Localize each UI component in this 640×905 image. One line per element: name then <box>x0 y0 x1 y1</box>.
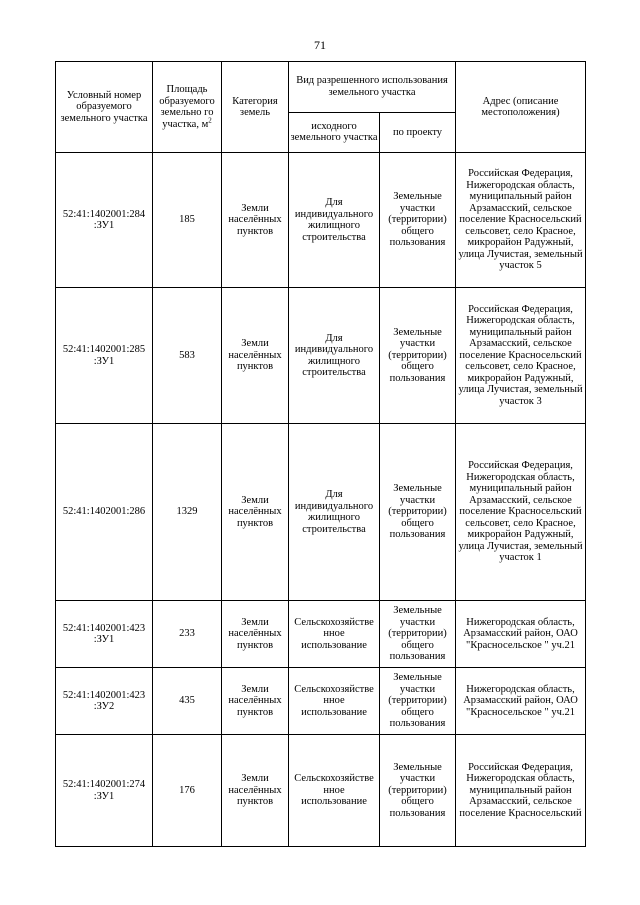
cell-use-project: Земельные участки (территории) общего пользования <box>380 601 456 668</box>
cell-address: Российская Федерация, Нижегородская область, муниципальный район Арзамасский, сельское поселение Красносельский сельсовет, село Красное, микрорайон Радужный, улица Лучистая, земельный участок 1 <box>456 424 586 601</box>
table-row <box>56 601 586 668</box>
table-row <box>56 668 586 735</box>
cell-parcel: 52:41:1402001:285 :ЗУ1 <box>56 288 153 424</box>
cell-category: Земли населённых пунктов <box>222 601 289 668</box>
table-row <box>56 735 586 847</box>
cell-parcel: 52:41:1402001:423 :ЗУ1 <box>56 601 153 668</box>
cell-use-project: Земельные участки (территории) общего пользования <box>380 153 456 288</box>
header-row-top <box>56 62 586 113</box>
cell-category: Земли населённых пунктов <box>222 668 289 735</box>
header-address: Адрес (описание местоположения) <box>456 62 586 153</box>
cell-use-project: Земельные участки (территории) общего пользования <box>380 735 456 847</box>
cell-category: Земли населённых пунктов <box>222 735 289 847</box>
cell-area: 583 <box>153 288 222 424</box>
cell-address: Российская Федерация, Нижегородская область, муниципальный район Арзамасский, сельское поселение Красносельский <box>456 735 586 847</box>
cell-parcel: 52:41:1402001:286 <box>56 424 153 601</box>
header-parcel-number: Условный номер образуемого земельного участка <box>56 62 153 153</box>
header-area <box>153 62 222 153</box>
cell-address: Нижегородская область, Арзамасский район, ОАО "Красносельское " уч.21 <box>456 668 586 735</box>
cell-use-project: Земельные участки (территории) общего пользования <box>380 288 456 424</box>
header-use-project: по проекту <box>380 112 456 152</box>
cell-parcel: 52:41:1402001:284 :ЗУ1 <box>56 153 153 288</box>
cell-area: 185 <box>153 153 222 288</box>
cell-address: Российская Федерация, Нижегородская область, муниципальный район Арзамасский, сельское поселение Красносельский сельсовет, село Красное, микрорайон Радужный, улица Лучистая, земельный участок 3 <box>456 288 586 424</box>
cell-use-project: Земельные участки (территории) общего пользования <box>380 668 456 735</box>
cell-area: 233 <box>153 601 222 668</box>
cell-category: Земли населённых пунктов <box>222 424 289 601</box>
cell-address: Российская Федерация, Нижегородская область, муниципальный район Арзамасский, сельское поселение Красносельский сельсовет, село Красное, микрорайон Радужный, улица Лучистая, земельный участок 5 <box>456 153 586 288</box>
table-row <box>56 424 586 601</box>
header-area-text: Площадь образуемого земельно го участка, м <box>159 84 215 130</box>
header-area-unit: 2 <box>208 116 212 124</box>
table-row <box>56 153 586 288</box>
cell-category: Земли населённых пунктов <box>222 288 289 424</box>
land-parcel-table <box>55 61 586 847</box>
cell-parcel: 52:41:1402001:274 :ЗУ1 <box>56 735 153 847</box>
cell-parcel: 52:41:1402001:423 :ЗУ2 <box>56 668 153 735</box>
header-category: Категория земель <box>222 62 289 153</box>
cell-area: 435 <box>153 668 222 735</box>
header-permitted-use: Вид разрешенного использования земельного участка <box>289 62 456 113</box>
cell-use-original: Для индивидуального жилищного строительства <box>289 288 380 424</box>
header-use-original: исходного земельного участка <box>289 112 380 152</box>
cell-area: 1329 <box>153 424 222 601</box>
page-number: 71 <box>314 38 326 52</box>
table-row <box>56 288 586 424</box>
cell-use-original: Сельскохозяйстве нное использование <box>289 668 380 735</box>
cell-use-original: Для индивидуального жилищного строительства <box>289 153 380 288</box>
cell-use-original: Сельскохозяйстве нное использование <box>289 601 380 668</box>
cell-use-original: Сельскохозяйстве нное использование <box>289 735 380 847</box>
cell-use-original: Для индивидуального жилищного строительства <box>289 424 380 601</box>
cell-area: 176 <box>153 735 222 847</box>
cell-use-project: Земельные участки (территории) общего пользования <box>380 424 456 601</box>
cell-category: Земли населённых пунктов <box>222 153 289 288</box>
cell-address: Нижегородская область, Арзамасский район, ОАО "Красносельское " уч.21 <box>456 601 586 668</box>
